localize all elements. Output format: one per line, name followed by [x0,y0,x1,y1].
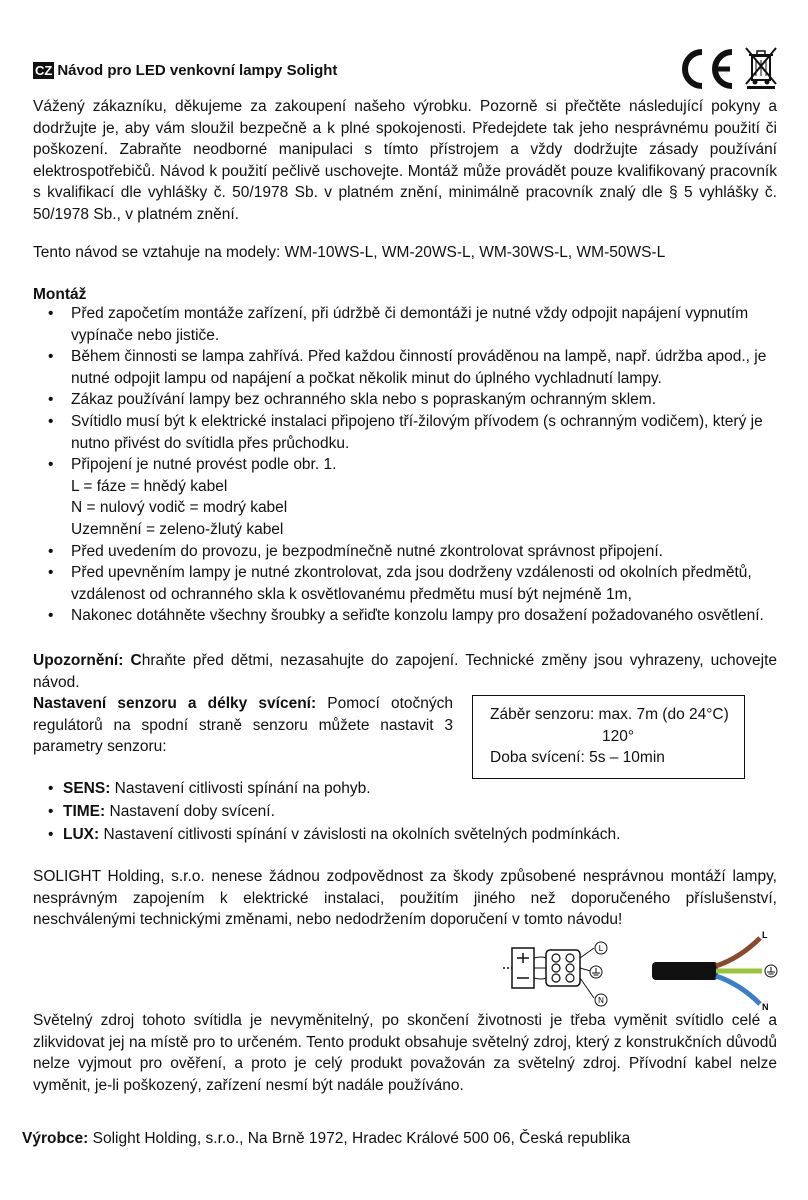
warning-paragraph: Upozornění: Chraňte před dětmi, nezasahujte do zapojení. Technické změny jsou vyhrazeny, uchovejte návod. [33,652,777,691]
page-title [33,60,337,82]
sensor-paragraph: Nastavení senzoru a délky svícení: Pomocí otočných regulátorů na spodní straně senzoru můžete nastavit 3 parametry senzoru: [33,695,453,756]
bullet-icon: • [48,564,54,582]
bullet-icon: • [48,542,54,560]
terminal-label-l: L [598,944,604,953]
sensor-duration: Doba svícení: 5s – 10min [490,749,665,767]
manufacturer-label: Výrobce: [22,1130,89,1147]
list-item: • TIME: Nastavení doby svícení. [33,800,733,823]
manufacturer-line: Výrobce: Solight Holding, s.r.o., Na Brně 1972, Hradec Králové 500 06, Česká republika [22,1130,631,1147]
bullet-icon: • [48,826,54,843]
models-paragraph: Tento návod se vztahuje na modely: WM-10WS-L, WM-20WS-L, WM-30WS-L, WM-50WS-L [33,244,666,261]
sensor-range: Záběr senzoru: max. 7m (do 24°C) [490,706,729,723]
terminal-label-n: N [598,996,604,1005]
list-item: • SENS: Nastavení citlivosti spínání na pohyb. [33,777,733,800]
list-item: • Před uvedením do provozu, je bezpodmínečně nutné zkontrolovat správnost připojení. [33,541,777,563]
wiring-line-ground: Uzemnění = zeleno-žlutý kabel [71,520,284,538]
sensor-list [33,777,733,846]
list-item: • Nakonec dotáhněte všechny šroubky a seřiďte konzolu lampy pro dosažení požadovaného osvětlení. [33,605,777,627]
list-item: • Zákaz používání lampy bez ochranného skla nebo s popraskaným ochranným sklem. [33,389,777,411]
bullet-icon: • [48,305,54,322]
list-item: • Před upevněním lampy je nutné zkontrolovat, zda jsou dodrženy vzdálenosti od okolních předmětů, vzdálenost od ochranného skla k osvětlovanému předmětu musí být nejméně 1m, [48,564,752,603]
cable-diagram [650,928,780,1012]
bullet-icon: • [48,456,54,474]
light-source-paragraph: Světelný zdroj tohoto svítidla je nevyměnitelný, po skončení životnosti je třeba vyměnit svítidlo celé a zlikvidovat jej na místě pro to určeném. Tento produkt obsahuje světelný zdroj, který z konstrukčních důvodů nelze vyjmout pro ověření, a proto je celý produkt považován za světelný zdroj. Přívodní kabel nelze vyměnit, je-li poškozený, zařízení nesmí být nadále používáno. [33,1012,777,1094]
list-item: • Připojení je nutné provést podle obr. 1. L = fáze = hnědý kabel N = nulový vodič = modrý kabel Uzemnění = zeleno-žlutý kabel [33,454,777,540]
bullet-icon: • [48,607,54,625]
sensor-label: Nastavení senzoru a délky svícení: [33,695,317,712]
bullet-icon: • [48,348,54,366]
wiring-line-n: N = nulový vodič = modrý kabel [71,499,288,517]
intro-paragraph: Vážený zákazníku, děkujeme za zakoupení našeho výrobku. Pozorně si přečtěte následující pokyny a dodržujte je, aby vám sloužil bezpečně a k plné spokojenosti. Předejdete tak jeho nesprávnému použití či poškození. Zabraňte neodborné manipulaci s tímto přístrojem a vždy dodržujte zásady používání elektrospotřebičů. Návod k použití pečlivě uschovejte. Montáž může provádět pouze kvalifikovaný pracovník s kvalifikací dle vyhlášky č. 50/1978 Sb. v platném znění, minimálně pracovník znalý dle § 5 vyhlášky č. 50/1978 Sb., v platném znění. [33,98,777,223]
terminal-block-diagram [498,938,618,1008]
title-text: Návod pro LED venkovní lampy Solight [57,62,338,79]
cable-label-n: N [762,1002,769,1012]
ce-mark-icon [676,44,738,94]
bullet-icon: • [48,412,54,430]
language-badge: CZ [35,63,53,78]
bullet-icon: • [48,780,54,797]
disclaimer-paragraph: SOLIGHT Holding, s.r.o. nenese žádnou zodpovědnost za škody způsobené nesprávnou montáží lampy, nesprávným zapojením k elektrické instalaci, použitím jiného než doporučeného příslušenství, neschválenými technickými změnami, nebo nedodržením doporučení v tomto návodu! [33,868,777,929]
sensor-spec-box [472,695,745,779]
warning-label: Upozornění: C [33,652,142,669]
montaz-list [33,303,777,627]
bullet-icon: • [48,391,54,409]
list-item: • LUX: Nastavení citlivosti spínání v závislosti na okolních světelných podmínkách. [33,823,733,846]
cable-label-l: L [762,930,768,940]
list-item: • Před započetím montáže zařízení, při údržbě či demontáži je nutné vždy odpojit napájení vypnutím vypínače nebo jističe. [48,305,749,344]
list-item: • Během činnosti se lampa zahřívá. Před každou činností prováděnou na lampě, např. údržba apod., je nutné odpojit lampu od napájení a počkat několik minut do úplného vychladnutí lampy. [48,348,767,387]
crossed-bin-icon [743,44,779,90]
wiring-line-l: L = fáze = hnědý kabel [71,477,228,495]
sensor-angle: 120° [602,727,635,745]
montaz-heading: Montáž [33,286,87,303]
list-item: • Svítidlo musí být k elektrické instalaci připojeno tří-žilovým přívodem (s ochranným vodičem), který je nutno přivést do svítidla přes průchodku. [48,412,763,452]
bullet-icon: • [48,803,54,820]
